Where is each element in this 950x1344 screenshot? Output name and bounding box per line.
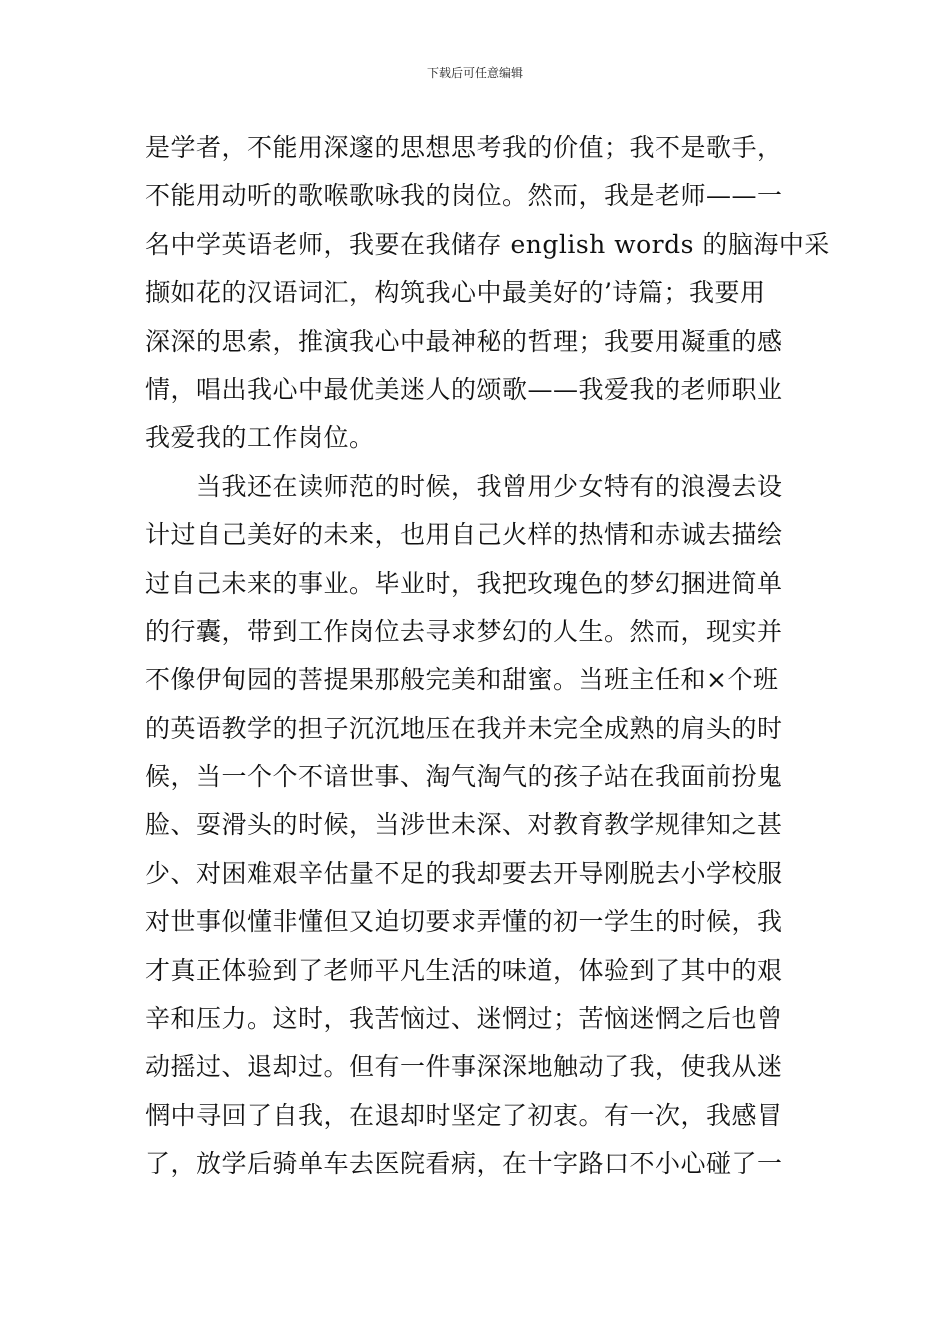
page-header: 下载后可任意编辑 bbox=[426, 66, 523, 80]
text-line: 了，放学后骑单车去医院看病，在十字路口不小心碰了一 bbox=[145, 1149, 783, 1179]
text-line: 少、对困难艰辛估量不足的我却要去开导刚脱去小学校服 bbox=[145, 858, 783, 888]
text-line: 名中学英语老师，我要在我储存 english words 的脑海中采 bbox=[145, 229, 830, 259]
text-line: 计过自己美好的未来，也用自己火样的热情和赤诚去描绘 bbox=[145, 520, 783, 550]
text-line: 候，当一个个不谙世事、淘气淘气的孩子站在我面前扮鬼 bbox=[145, 762, 783, 792]
text-line: 才真正体验到了老师平凡生活的味道，体验到了其中的艰 bbox=[145, 955, 783, 985]
text-line: 对世事似懂非懂但又迫切要求弄懂的初一学生的时候，我 bbox=[145, 907, 783, 937]
text-line: 动摇过、退却过。但有一件事深深地触动了我，使我从迷 bbox=[145, 1052, 783, 1082]
text-line: 惘中寻回了自我，在退却时坚定了初衷。有一次，我感冒 bbox=[145, 1100, 783, 1130]
text-line: 不能用动听的歌喉歌咏我的岗位。然而，我是老师——一 bbox=[145, 181, 783, 211]
paragraph-1 bbox=[145, 124, 830, 463]
text-line: 的英语教学的担子沉沉地压在我并未完全成熟的肩头的时 bbox=[145, 713, 783, 743]
document-body bbox=[145, 124, 830, 1237]
text-line: 当我还在读师范的时候，我曾用少女特有的浪漫去设 bbox=[145, 471, 783, 501]
paragraph-2 bbox=[145, 463, 817, 1237]
text-line: 情，唱出我心中最优美迷人的颂歌——我爱我的老师职业 bbox=[145, 374, 783, 404]
text-line: 的行囊，带到工作岗位去寻求梦幻的人生。然而，现实并 bbox=[145, 616, 783, 646]
text-line: 我爱我的工作岗位。 bbox=[145, 423, 375, 453]
text-line: 不像伊甸园的菩提果那般完美和甜蜜。当班主任和×个班 bbox=[145, 665, 779, 695]
text-line: 过自己未来的事业。毕业时，我把玫瑰色的梦幻捆进简单 bbox=[145, 568, 783, 598]
text-line: 撷如花的汉语词汇，构筑我心中最美好的’诗篇；我要用 bbox=[145, 278, 766, 308]
text-line: 是学者，不能用深邃的思想思考我的价值；我不是歌手， bbox=[145, 133, 783, 162]
text-line: 深深的思索，推演我心中最神秘的哲理；我要用凝重的感 bbox=[145, 326, 783, 356]
text-line: 脸、耍滑头的时候，当涉世未深、对教育教学规律知之甚 bbox=[145, 810, 783, 840]
text-line bbox=[145, 1189, 817, 1237]
text-line: 辛和压力。这时，我苦恼过、迷惘过；苦恼迷惘之后也曾 bbox=[145, 1004, 783, 1034]
